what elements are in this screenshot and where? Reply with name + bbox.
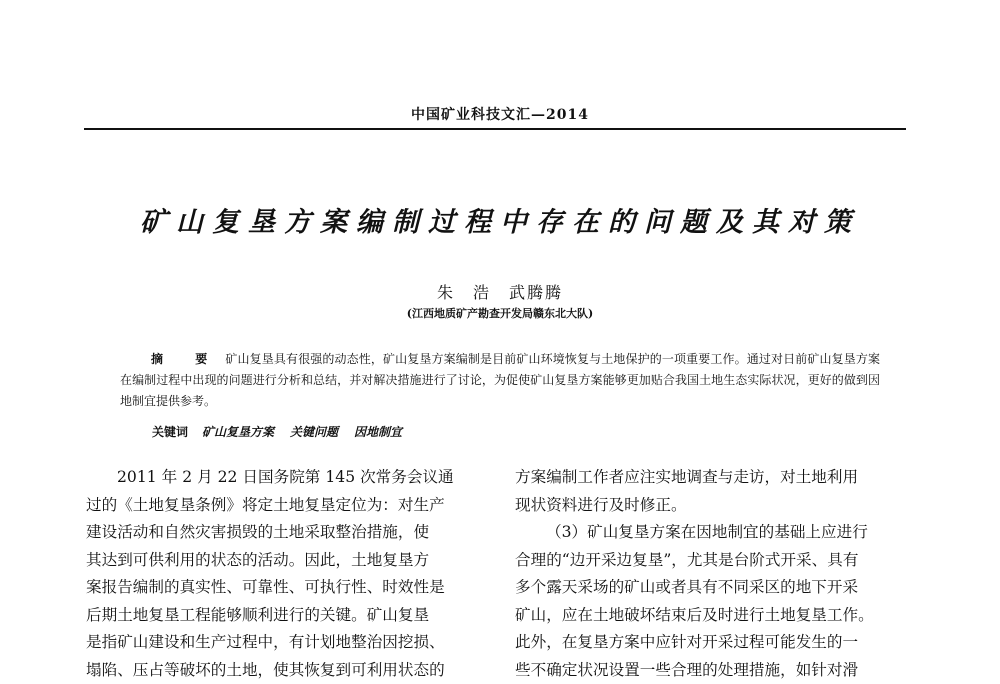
text-line: 其达到可供利用的状态的活动。因此，土地复垦方 xyxy=(86,547,476,575)
text-line: 多个露天采场的矿山或者具有不同采区的地下开采 xyxy=(515,574,905,602)
keywords xyxy=(152,423,418,440)
body-column-right xyxy=(515,464,905,684)
text-line: 矿山，应在土地破坏结束后及时进行土地复垦工作。 xyxy=(515,602,905,630)
text-line: 此外，在复垦方案中应针对开采过程可能发生的一 xyxy=(515,629,905,657)
abstract-label: 摘 要 xyxy=(151,352,217,366)
keywords-label: 关键词 xyxy=(152,425,188,439)
running-header: 中国矿业科技文汇—2014 xyxy=(0,104,1000,124)
text-line: 2011 年 2 月 22 日国务院第 145 次常务会议通 xyxy=(86,464,476,492)
text-line: 案报告编制的真实性、可靠性、可执行性、时效性是 xyxy=(86,574,476,602)
text-line: 方案编制工作者应注实地调查与走访，对土地利用 xyxy=(515,464,905,492)
text-line: 是指矿山建设和生产过程中，有计划地整治因挖损、 xyxy=(86,629,476,657)
text-line: 合理的“边开采边复垦”，尤其是台阶式开采、具有 xyxy=(515,547,905,575)
abstract xyxy=(120,349,880,412)
keyword: 矿山复垦方案 xyxy=(202,425,274,439)
keyword: 关键问题 xyxy=(290,425,338,439)
affiliation: (江西地质矿产勘查开发局赣东北大队) xyxy=(0,305,1000,321)
body-column-left xyxy=(86,464,476,684)
text-line: 建设活动和自然灾害损毁的土地采取整治措施，使 xyxy=(86,519,476,547)
text-line: （3）矿山复垦方案在因地制宜的基础上应进行 xyxy=(515,519,905,547)
paper-title: 矿山复垦方案编制过程中存在的问题及其对策 xyxy=(0,200,1000,239)
authors: 朱 浩 武腾腾 xyxy=(0,280,1000,303)
header-rule xyxy=(84,128,906,130)
keyword: 因地制宜 xyxy=(354,425,402,439)
text-line: 塌陷、压占等破坏的土地，使其恢复到可利用状态的 xyxy=(86,657,476,684)
text-line: 过的《土地复垦条例》将定土地复垦定位为：对生产 xyxy=(86,492,476,520)
abstract-text: 矿山复垦具有很强的动态性，矿山复垦方案编制是目前矿山环境恢复与土地保护的一项重要工作。通过对日前矿山复垦方案在编制过程中出现的问题进行分析和总结，并对解决措施进行了讨论，为促使矿山复垦方案能够更加贴合我国土地生态实际状况，更好的做到因地制宜提供参考。 xyxy=(120,352,880,408)
text-line: 后期土地复垦工程能够顺利进行的关键。矿山复垦 xyxy=(86,602,476,630)
text-line: 些不确定状况设置一些合理的处理措施，如针对滑 xyxy=(515,657,905,684)
text-line: 现状资料进行及时修正。 xyxy=(515,492,905,520)
